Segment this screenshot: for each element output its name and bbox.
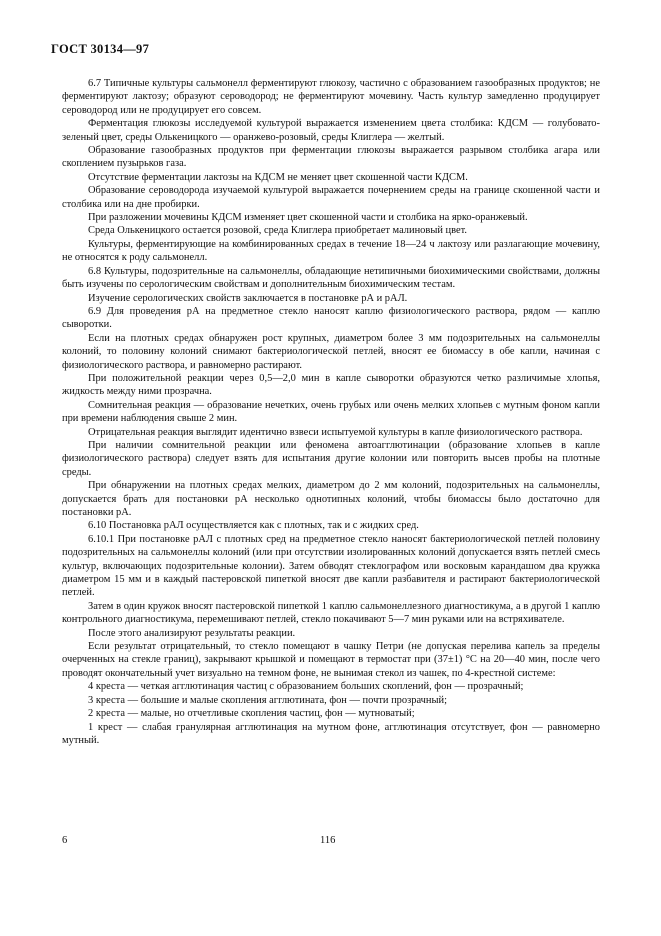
paragraph: После этого анализируют результаты реакции. [88, 627, 296, 639]
paragraph: Образование газообразных продуктов при ферментации глюкозы выражается разрывом столбика агара или скоплением пузырьков газа. [62, 145, 600, 170]
paragraph: 3 креста — большие и малые скопления агглютината, фон — почти прозрачный; [88, 694, 448, 706]
sheet-number: 116 [320, 835, 336, 846]
paragraph: Если результат отрицательный, то стекло помещают в чашку Петри (не допуская перелива капель за пределы очерченных на стекле границ), закрывают крышкой и помещают в термостат при (37±1) °С на 20—40 мин, после чего проводят окончательный учет визуально на темном фоне, не вынимая стекол из чашек, по 4-крестной системе: [62, 641, 600, 679]
paragraph: Сомнительная реакция — образование нечетких, очень грубых или очень мелких хлопьев с мутным фоном капли при времени наблюдения свыше 2 мин. [62, 399, 600, 425]
paragraph: 6.7 Типичные культуры сальмонелл ферментируют глюкозу, частично с образованием газообразных продуктов; не ферментируют лактозу; образуют сероводород; не ферментируют мочевину. Часть культур замедленно продуцирует сероводород или не продуцирует его совсем. [62, 78, 600, 116]
document-header: ГОСТ 30134—97 [51, 42, 150, 56]
paragraph: Если на плотных средах обнаружен рост крупных, диаметром более 3 мм подозрительных на сальмонеллы колоний, то половину колоний снимают бактериологической петлей, вносят ее биомассу в обе капли, начиная с физиологического раствора, и равномерно растирают. [62, 332, 600, 371]
paragraph: Культуры, ферментирующие на комбинированных средах в течение 18—24 ч лактозу или разлагающие мочевину, не относятся к роду сальмонелл. [62, 238, 600, 264]
paragraph: При наличии сомнительной реакции или феномена автоагглютинации (образование хлопьев в капле физиологического раствора) следует взять для испытания другие колонии или повторить высев пробы на плотные среды. [62, 439, 600, 478]
paragraph: Ферментация глюкозы исследуемой культурой выражается изменением цвета столбика: КДСМ — голубовато-зеленый цвет, среды Олькеницкого — оранжево-розовый, среды Клиглера — желтый. [62, 118, 600, 143]
paragraph: Отрицательная реакция выглядит идентично взвеси испытуемой культуры в капле физиологического раствора. [88, 426, 583, 438]
page-number: 6 [62, 835, 68, 846]
paragraph: При обнаружении на плотных средах мелких, диаметром до 2 мм колоний, подозрительных на сальмонеллы, допускается брать для постановки рА несколько однотипных колоний, чтобы биомассы было достаточно для постановки рА. [62, 480, 600, 518]
paragraph: При положительной реакции через 0,5—2,0 мин в капле сыворотки образуются четко различимые хлопья, жидкость между ними прозрачна. [62, 372, 600, 398]
paragraph: При разложении мочевины КДСМ изменяет цвет скошенной части и столбика на ярко-оранжевый. [88, 212, 528, 224]
document-body [62, 77, 600, 747]
paragraph: Изучение серологических свойств заключается в постановке рА и рАЛ. [88, 292, 408, 304]
paragraph: 1 крест — слабая гранулярная агглютинация на мутном фоне, агглютинация отсутствует, фон — равномерно мутный. [62, 721, 600, 746]
paragraph: Среда Олькеницкого остается розовой, среда Клиглера приобретает малиновый цвет. [88, 225, 468, 237]
paragraph: 2 креста — малые, но отчетливые скопления частиц, фон — мутноватый; [88, 708, 415, 720]
paragraph: 6.9 Для проведения рА на предметное стекло наносят каплю физиологического раствора, рядом — каплю сыворотки. [62, 305, 600, 331]
paragraph: 6.8 Культуры, подозрительные на сальмонеллы, обладающие нетипичными биохимическими свойствами, должны быть изучены по серологическим свойствам и дополнительным биохимическим тестам. [62, 265, 600, 291]
paragraph: 6.10 Постановка рАЛ осуществляется как с плотных, так и с жидких сред. [88, 520, 419, 532]
paragraph: Образование сероводорода изучаемой культурой выражается почернением среды на границе скошенной части и столбика или на дне пробирки. [62, 185, 600, 210]
paragraph: Затем в один кружок вносят пастеровской пипеткой 1 каплю сальмонеллезного диагностикума, а в другой 1 каплю контрольного диагностикума, перемешивают петлей, стекло покачивают 5—7 мин руками или на встряхивателе. [62, 600, 600, 626]
paragraph: 6.10.1 При постановке рАЛ с плотных сред на предметное стекло наносят бактериологической петлей половину подозрительных на сальмонеллы колоний (или при отсутствии изолированных колоний допускается взять петлей смесь культур, включающих подозрительные колонии). Затем обводят стеклографом или восковым карандашом два кружка диаметром 15 мм и в каждый пастеровской пипеткой вносят две капли разбавителя и растирают бактериологической петлей. [62, 533, 600, 599]
paragraph: Отсутствие ферментации лактозы на КДСМ не меняет цвет скошенной части КДСМ. [88, 171, 468, 183]
paragraph: 4 креста — четкая агглютинация частиц с образованием больших скоплений, фон — прозрачный; [88, 681, 524, 693]
